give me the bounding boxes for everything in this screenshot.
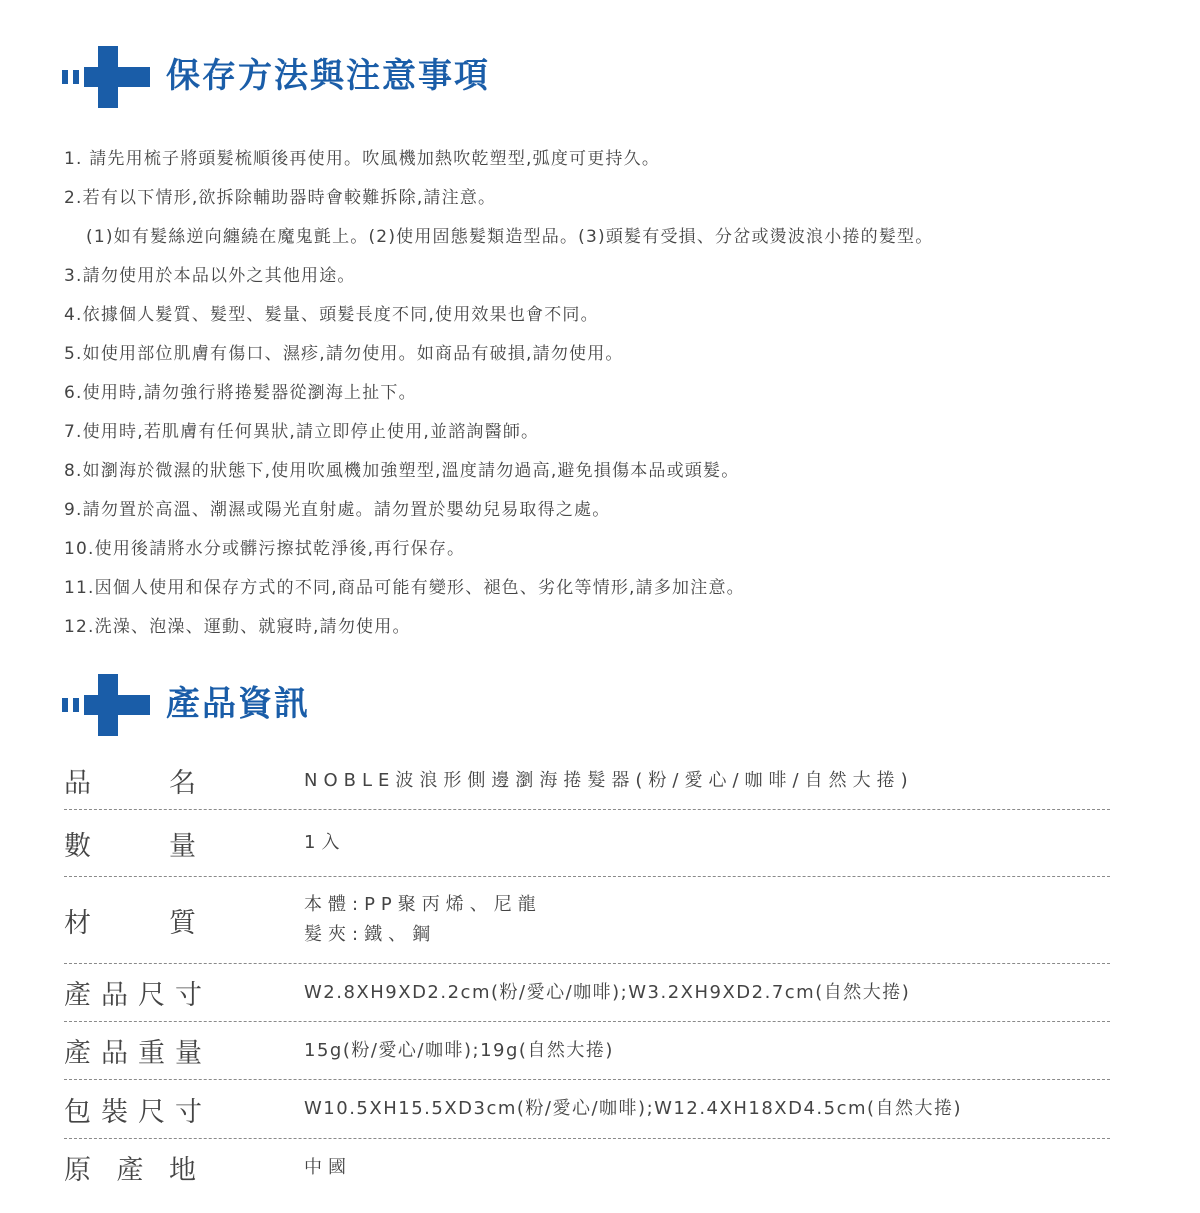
info-label xyxy=(64,824,304,863)
note-item: 1. 請先用梳子將頭髮梳順後再使用。吹風機加熱吹乾塑型,弧度可更持久。 xyxy=(64,149,661,169)
label-char: 量 xyxy=(169,830,196,862)
note-item: 8.如瀏海於微濕的狀態下,使用吹風機加強塑型,溫度請勿過高,避免損傷本品或頭髮。 xyxy=(64,461,740,481)
label-char: 產 xyxy=(116,1155,144,1186)
info-label xyxy=(64,901,304,940)
note-item: 9.請勿置於高溫、潮濕或陽光直射處。請勿置於嬰幼兒易取得之處。 xyxy=(64,500,611,520)
info-label xyxy=(64,973,304,1012)
info-label xyxy=(64,761,304,800)
label-char: 數 xyxy=(64,830,91,862)
note-item: 4.依據個人髮質、髮型、髮量、頭髮長度不同,使用效果也會不同。 xyxy=(64,305,599,325)
label-char: 名 xyxy=(169,768,196,799)
info-title: 產品資訊 xyxy=(166,684,310,724)
product-name-value: NOBLE波浪形側邊瀏海捲髮器(粉/愛心/咖啡/自然大捲) xyxy=(304,769,914,791)
note-item: 6.使用時,請勿強行將捲髮器從瀏海上扯下。 xyxy=(64,383,417,403)
notes-title: 保存方法與注意事項 xyxy=(166,56,490,96)
info-row-size xyxy=(64,964,1110,1022)
section-header-info xyxy=(62,674,962,744)
label-char: 品 xyxy=(64,768,91,799)
notes-list xyxy=(64,140,1154,647)
info-label xyxy=(64,1090,304,1129)
label-char: 原 xyxy=(64,1155,91,1186)
info-row-package xyxy=(64,1080,1110,1139)
info-row-name xyxy=(64,752,1110,810)
origin-value: 中國 xyxy=(304,1156,352,1178)
note-item: 2.若有以下情形,欲拆除輔助器時會較難拆除,請注意。 xyxy=(64,188,497,208)
note-item: 5.如使用部位肌膚有傷口、濕疹,請勿使用。如商品有破損,請勿使用。 xyxy=(64,344,624,364)
weight-value: 15g(粉/愛心/咖啡);19g(自然大捲) xyxy=(304,1039,614,1061)
info-row-qty xyxy=(64,810,1110,877)
package-value: W10.5XH15.5XD3cm(粉/愛心/咖啡);W12.4XH18XD4.5cm(自然大捲) xyxy=(304,1098,963,1119)
product-info-table xyxy=(64,752,1110,1196)
note-item: 10.使用後請將水分或髒污擦拭乾淨後,再行保存。 xyxy=(64,539,466,559)
info-label xyxy=(64,1031,304,1070)
info-row-origin xyxy=(64,1139,1110,1196)
note-item: 12.洗澡、泡澡、運動、就寢時,請勿使用。 xyxy=(64,617,411,637)
medical-cross-icon xyxy=(62,674,158,738)
label-char: 材 xyxy=(64,907,91,939)
medical-cross-icon xyxy=(62,46,158,110)
material-clip-value: 髮夾:鐵、鋼 xyxy=(304,924,437,945)
note-subitem: (1)如有髮絲逆向纏繞在魔鬼氈上。(2)使用固態髮類造型品。(3)頭髮有受損、分岔或燙波浪小捲的髮型。 xyxy=(86,227,934,247)
package-label: 包裝尺寸 xyxy=(64,1096,212,1128)
material-body-value: 本體:PP聚丙烯、尼龍 xyxy=(304,894,542,915)
size-label: 產品尺寸 xyxy=(64,980,212,1011)
info-label xyxy=(64,1148,304,1187)
weight-label: 產品重量 xyxy=(64,1038,212,1069)
note-item: 7.使用時,若肌膚有任何異狀,請立即停止使用,並諮詢醫師。 xyxy=(64,422,540,442)
section-header-notes xyxy=(62,46,962,116)
label-char: 質 xyxy=(169,907,196,939)
note-item: 3.請勿使用於本品以外之其他用途。 xyxy=(64,266,356,286)
material-values xyxy=(304,890,542,950)
quantity-value: 1入 xyxy=(304,832,346,853)
size-value: W2.8XH9XD2.2cm(粉/愛心/咖啡);W3.2XH9XD2.7cm(自然大捲) xyxy=(304,981,911,1003)
note-item: 11.因個人使用和保存方式的不同,商品可能有變形、褪色、劣化等情形,請多加注意。 xyxy=(64,578,745,598)
label-char: 地 xyxy=(169,1155,196,1186)
info-row-material xyxy=(64,877,1110,964)
info-row-weight xyxy=(64,1022,1110,1080)
